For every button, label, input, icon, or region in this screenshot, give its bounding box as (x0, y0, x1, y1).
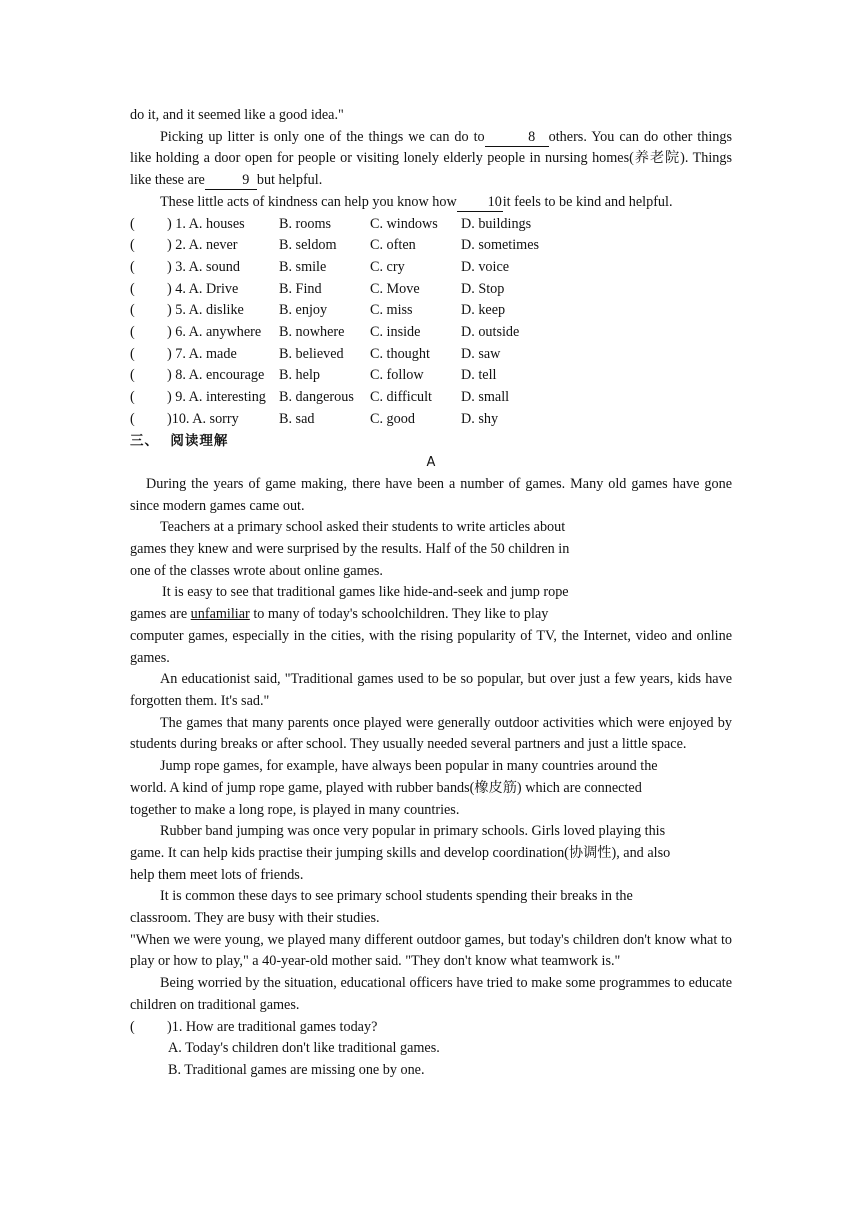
option-d: D. shy (461, 410, 499, 427)
cloze-text: Picking up litter is only one of the things we can do to (160, 128, 485, 145)
passage-paragraph: Being worried by the situation, educational officers have tried to make some programmes to educate children on traditional games. (130, 975, 732, 1013)
blank-9: 9 (205, 172, 257, 190)
option-c: C. inside (370, 324, 421, 341)
option-a: ) 9. A. interesting (167, 389, 266, 406)
option-c: C. follow (370, 367, 424, 384)
option-a: ) 7. A. made (167, 345, 237, 362)
answer-paren: ( (130, 1018, 135, 1035)
answer-paren: ( (130, 367, 135, 384)
option-c: C. good (370, 410, 415, 427)
section-number: 三、 (130, 432, 159, 449)
passage-line: together to make a long rope, is played in many countries. (130, 801, 460, 818)
option-c: C. difficult (370, 389, 433, 406)
cloze-paragraph (130, 127, 732, 192)
passage-line: one of the classes wrote about online games. (130, 562, 383, 579)
answer-paren: ( (130, 280, 135, 297)
cloze-line: do it, and it seemed like a good idea." (130, 107, 344, 123)
option-c: C. cry (370, 258, 405, 275)
option-b: B. Find (279, 280, 322, 297)
passage-paragraph: During the years of game making, there have been a number of games. Many old games have gone since modern games came out. (130, 475, 732, 514)
passage-line (130, 604, 732, 626)
option-row (130, 279, 732, 301)
option-d: D. outside (461, 324, 520, 341)
option-a: ) 5. A. dislike (167, 302, 244, 319)
option-d: D. Stop (461, 280, 505, 297)
cloze-text: but helpful. (256, 172, 323, 189)
option-c: C. Move (370, 280, 420, 297)
question-row (130, 1017, 732, 1039)
option-d: D. voice (461, 258, 510, 275)
option-a: ) 4. A. Drive (167, 280, 239, 297)
question-stem: )1. How are traditional games today? (167, 1018, 378, 1035)
cloze-text: These little acts of kindness can help you know how (160, 193, 457, 210)
option-a: ) 1. A. houses (167, 215, 245, 232)
option-b: B. believed (279, 345, 344, 362)
cloze-paragraph (130, 192, 732, 214)
cloze-text: others. You can do other things like holding a door open for people or visiting lonely elderly people in nursing homes(养老院). Things like these are (130, 128, 732, 189)
section-title: 阅读理解 (170, 432, 229, 449)
option-d: D. sometimes (461, 237, 540, 254)
option-b: B. smile (279, 258, 327, 275)
option-b: B. seldom (279, 237, 337, 254)
option-c: C. windows (370, 215, 438, 232)
passage-line: Rubber band jumping was once very popular in primary schools. Girls loved playing this (160, 823, 666, 840)
option-b: B. nowhere (279, 324, 345, 341)
option-a: ) 8. A. encourage (167, 367, 265, 384)
passage-paragraph: computer games, especially in the cities, with the rising popularity of TV, the Internet, video and online games. (130, 627, 732, 666)
question-option-b: B. Traditional games are missing one by one. (168, 1061, 425, 1078)
option-row (130, 214, 732, 236)
passage-line: Teachers at a primary school asked their students to write articles about (160, 519, 566, 536)
passage-line: game. It can help kids practise their jumping skills and develop coordination(协调性), and also (130, 844, 671, 861)
option-b: B. enjoy (279, 302, 328, 319)
blank-8: 8 (485, 129, 549, 147)
passage-text: to many of today's schoolchildren. They like to play (253, 606, 549, 623)
option-c: C. often (370, 237, 416, 254)
passage-text: games are (130, 606, 188, 623)
answer-paren: ( (130, 215, 135, 232)
option-row (130, 344, 732, 366)
option-row (130, 387, 732, 409)
option-c: C. thought (370, 345, 430, 362)
passage-line: help them meet lots of friends. (130, 866, 304, 883)
answer-paren: ( (130, 410, 135, 427)
passage-line: world. A kind of jump rope game, played with rubber bands(橡皮筋) which are connected (130, 779, 642, 796)
option-d: D. small (461, 389, 510, 406)
answer-paren: ( (130, 258, 135, 275)
options-list (130, 214, 732, 431)
option-a: ) 3. A. sound (167, 258, 240, 275)
option-c: C. miss (370, 302, 413, 319)
passage-label: A (426, 455, 436, 471)
passage-paragraph: "When we were young, we played many different outdoor games, but today's children don't know what to play or how to play," a 40-year-old mother said. "They don't know what teamwork is." (130, 931, 732, 970)
answer-paren: ( (130, 237, 135, 254)
option-a: ) 6. A. anywhere (167, 324, 262, 341)
answer-paren: ( (130, 345, 135, 362)
option-row (130, 365, 732, 387)
option-b: B. help (279, 367, 320, 384)
option-d: D. tell (461, 367, 497, 384)
option-d: D. saw (461, 345, 501, 362)
option-row (130, 409, 732, 431)
option-d: D. buildings (461, 215, 532, 232)
option-a: )10. A. sorry (167, 410, 239, 427)
option-a: ) 2. A. never (167, 237, 238, 254)
passage-line: It is easy to see that traditional games like hide-and-seek and jump rope (162, 584, 569, 601)
option-row (130, 235, 732, 257)
passage-paragraph: An educationist said, "Traditional games used to be so popular, but over just a few years, kids have forgotten them. It's sad." (130, 671, 732, 709)
answer-paren: ( (130, 324, 135, 341)
exam-page (130, 105, 732, 1082)
passage-line: games they knew and were surprised by the results. Half of the 50 children in (130, 541, 570, 558)
passage-paragraph: The games that many parents once played were generally outdoor activities which were enjoyed by students during breaks or after school. They usually needed several partners and just a little space. (130, 714, 732, 753)
option-row (130, 257, 732, 279)
passage-line: Jump rope games, for example, have always been popular in many countries around the (160, 758, 658, 775)
underlined-word: unfamiliar (190, 606, 250, 623)
option-b: B. sad (279, 410, 315, 427)
passage-line: It is common these days to see primary school students spending their breaks in the (160, 888, 633, 905)
option-b: B. rooms (279, 215, 332, 232)
question-option-a: A. Today's children don't like traditional games. (168, 1040, 440, 1057)
option-row (130, 322, 732, 344)
answer-paren: ( (130, 389, 135, 406)
option-row (130, 300, 732, 322)
answer-paren: ( (130, 302, 135, 319)
cloze-text: it feels to be kind and helpful. (502, 193, 673, 210)
option-b: B. dangerous (279, 389, 354, 406)
option-d: D. keep (461, 302, 506, 319)
blank-10: 10 (457, 194, 503, 212)
section-heading (130, 431, 732, 453)
passage-line: classroom. They are busy with their studies. (130, 910, 380, 927)
